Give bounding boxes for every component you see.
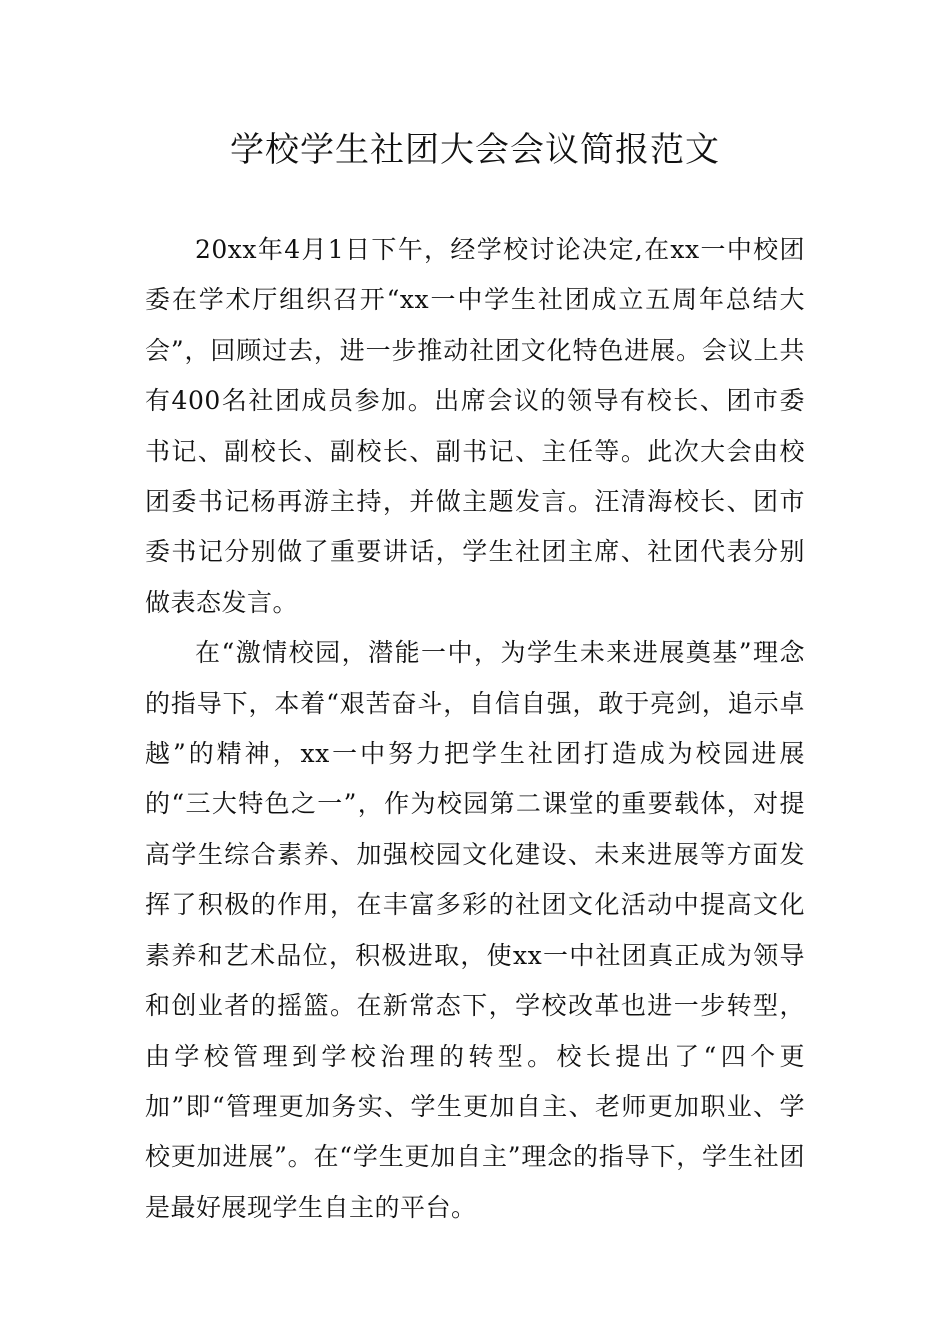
paragraph-club-philosophy: 在“激情校园，潜能一中，为学生未来进展奠基”理念的指导下，本着“艰苦奋斗，自信自强，敢于亮剑，追示卓越”的精神，xx一中努力把学生社团打造成为校园进展的“三大特色之一”，作为校园第二课堂的重要载体，对提高学生综合素养、加强校园文化建设、未来进展等方面发挥了积极的作用，在丰富多彩的社团文化活动中提高文化素养和艺术品位，积极进取，使xx一中社团真正成为领导和创业者的摇篮。在新常态下，学校改革也进一步转型，由学校管理到学校治理的转型。校长提出了“四个更加”即“管理更加务实、学生更加自主、老师更加职业、学校更加进展”。在“学生更加自主”理念的指导下，学生社团是最好展现学生自主的平台。 <box>145 638 805 1222</box>
document-title: 学校学生社团大会会议简报范文 <box>230 130 720 170</box>
paragraph-meeting-overview: 20xx年4月1日下午，经学校讨论决定,在xx一中校团委在学术厅组织召开“xx一中学生社团成立五周年总结大会”，回顾过去，进一步推动社团文化特色进展。会议上共有400名社团成员参加。出席会议的领导有校长、团市委书记、副校长、副校长、副书记、主任等。此次大会由校团委书记杨再游主持，并做主题发言。汪清海校长、团市委书记分别做了重要讲话，学生社团主席、社团代表分别做表态发言。 <box>145 235 805 617</box>
document-body <box>145 225 805 1233</box>
